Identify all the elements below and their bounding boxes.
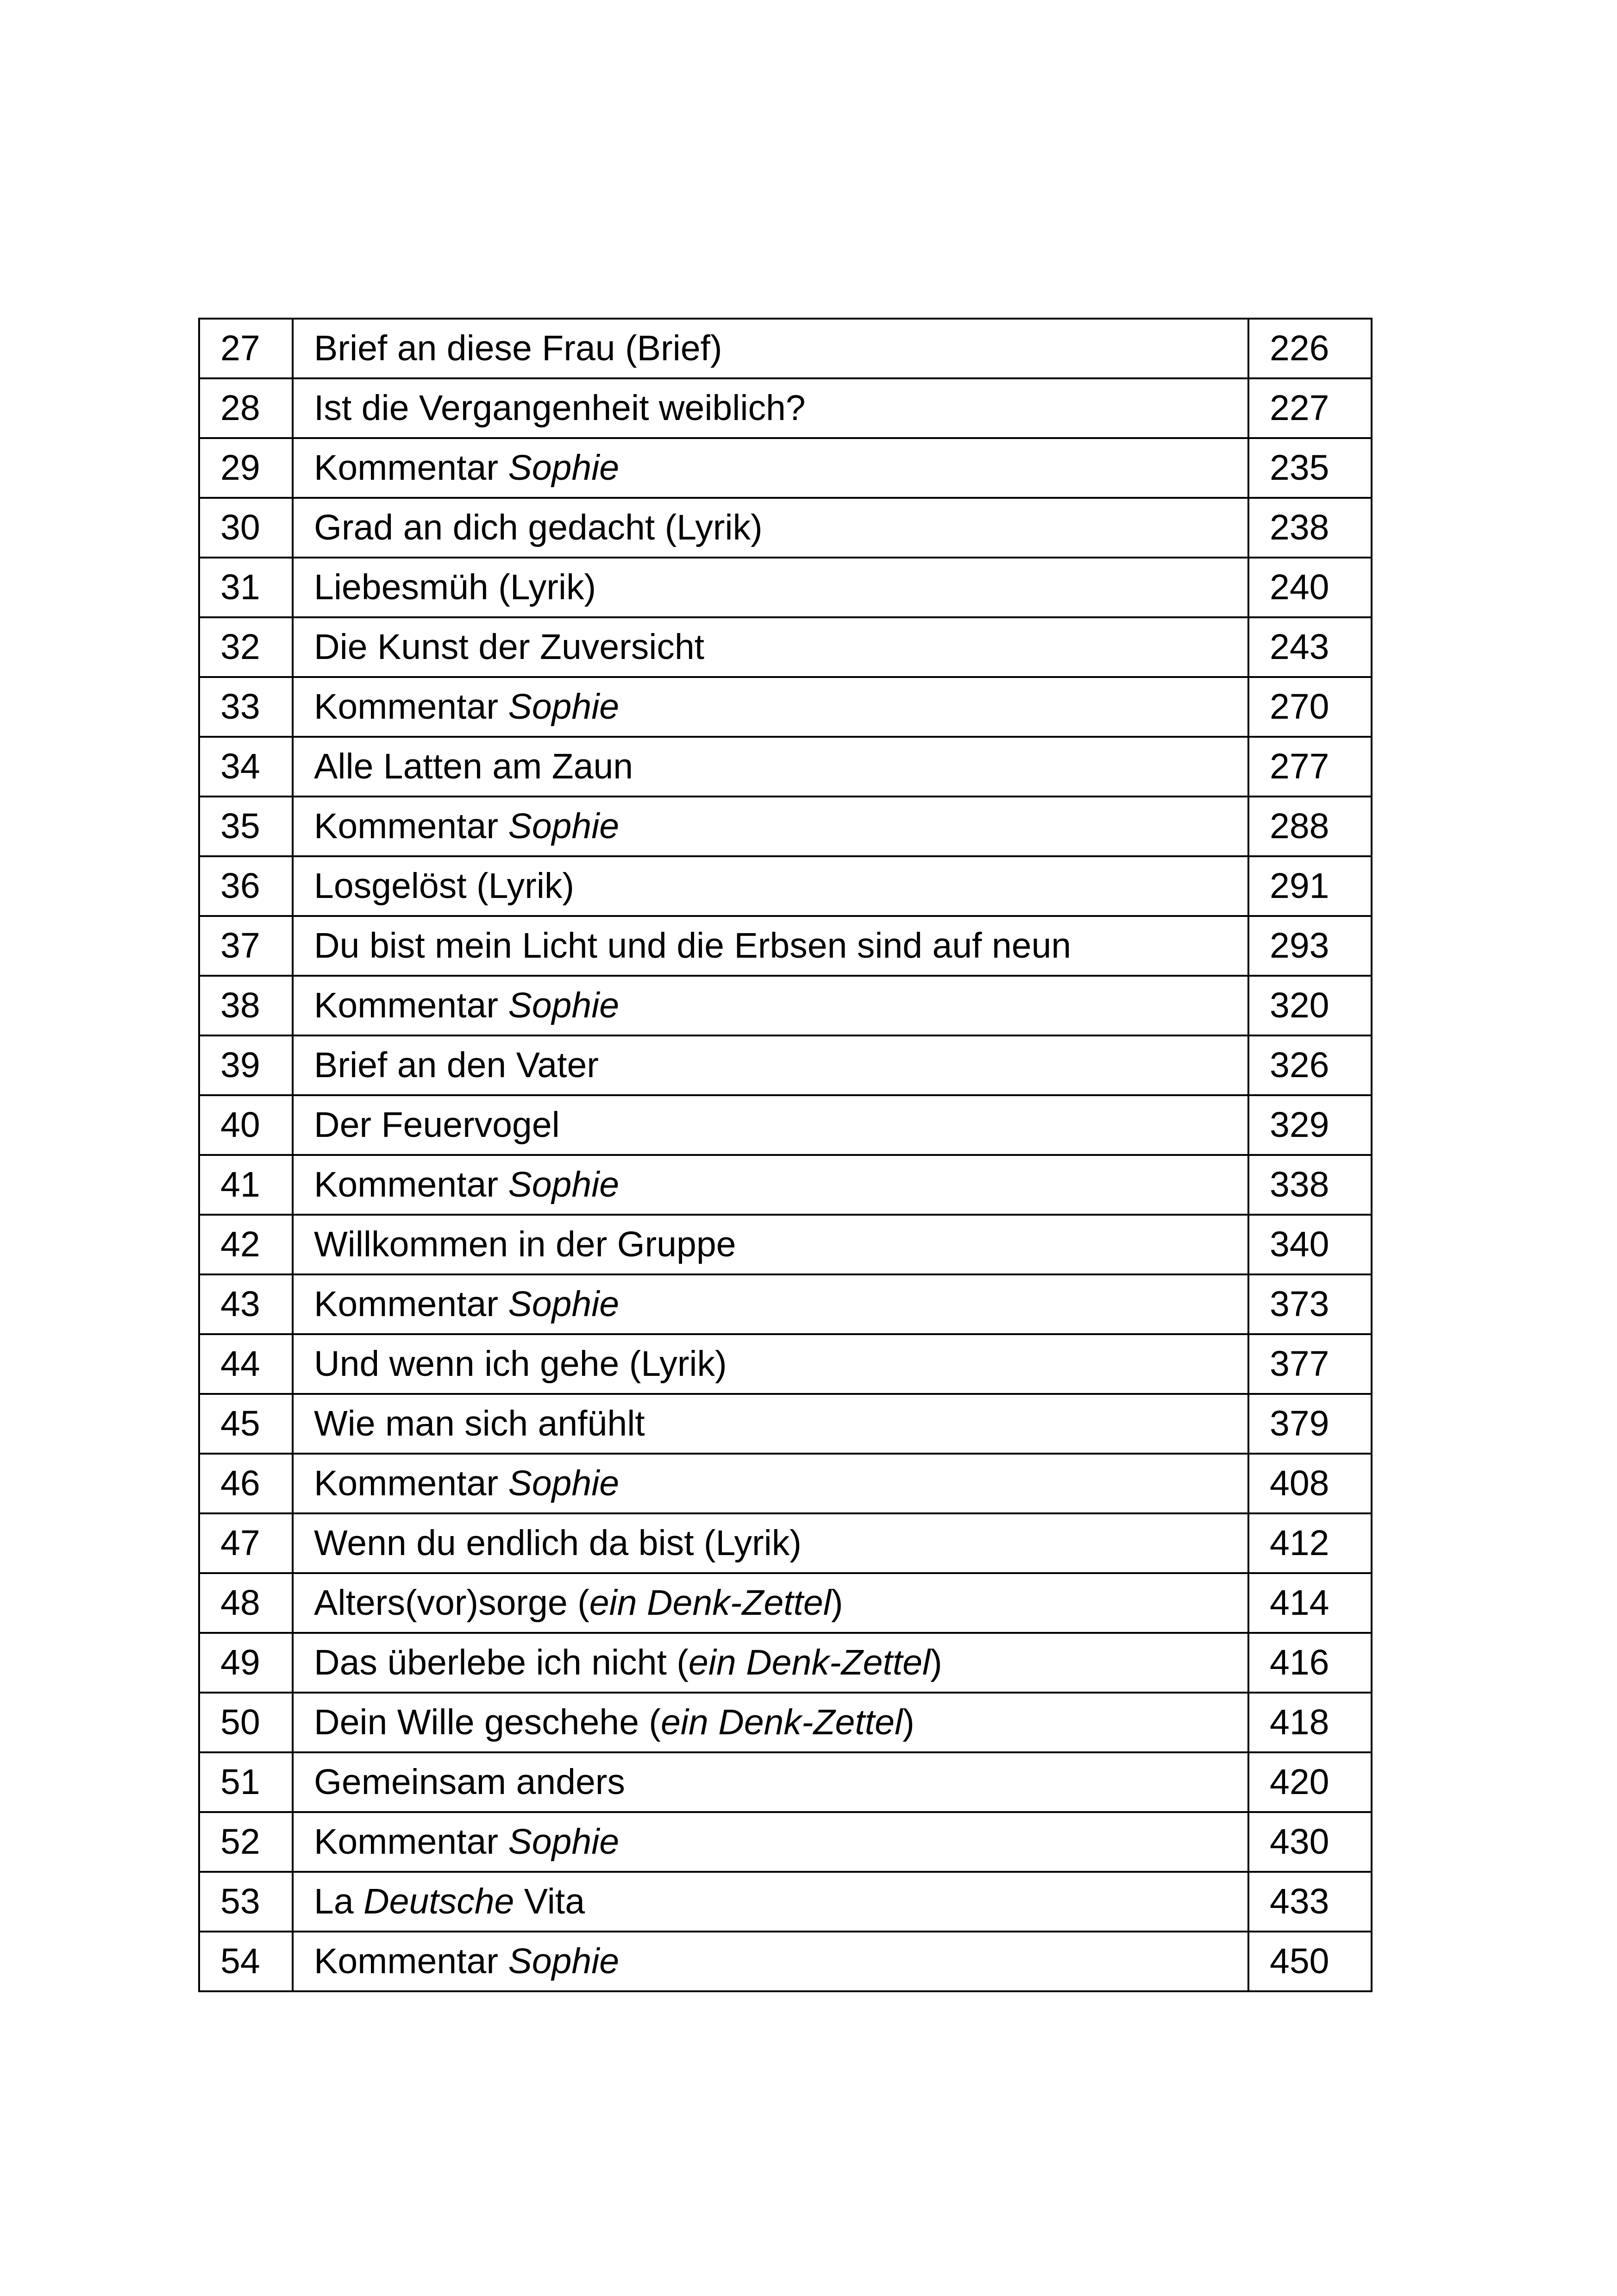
entry-number: 40 [199,1095,293,1155]
entry-page-number: 377 [1248,1334,1372,1394]
entry-number: 43 [199,1274,293,1334]
entry-page-number: 408 [1248,1454,1372,1513]
table-row [199,1812,1372,1872]
entry-title-text: Kommentar [314,806,508,846]
entry-page-number: 338 [1248,1155,1372,1215]
table-row [199,617,1372,677]
entry-title [293,617,1248,677]
table-row [199,976,1372,1035]
entry-title-emphasis: Sophie [508,1165,620,1204]
entry-title-text: Der Feuervogel [314,1105,560,1145]
entry-title-emphasis: ein Denk-Zettel [589,1583,831,1623]
entry-page-number: 238 [1248,498,1372,558]
entry-title [293,677,1248,737]
entry-title [293,737,1248,797]
entry-number: 37 [199,916,293,976]
entry-number: 29 [199,438,293,498]
table-row [199,1155,1372,1215]
entry-title-text: Ist die Vergangenheit weiblich? [314,388,806,428]
entry-title [293,1454,1248,1513]
entry-title-emphasis: Sophie [508,1941,620,1981]
entry-title [293,319,1248,378]
table-row [199,1932,1372,1991]
entry-title [293,1752,1248,1812]
entry-title-text: Liebesmüh (Lyrik) [314,567,596,607]
entry-page-number: 226 [1248,319,1372,378]
entry-title [293,498,1248,558]
entry-title-emphasis: Sophie [508,806,620,846]
entry-number: 45 [199,1394,293,1454]
entry-title-text: Brief an diese Frau (Brief) [314,328,722,368]
entry-page-number: 235 [1248,438,1372,498]
entry-title-emphasis: ein Denk-Zettel [660,1702,903,1742]
entry-number: 54 [199,1932,293,1991]
entry-title-text: Die Kunst der Zuversicht [314,627,705,667]
entry-number: 27 [199,319,293,378]
table-row [199,737,1372,797]
table-row [199,916,1372,976]
entry-title-text: Kommentar [314,1284,508,1324]
entry-number: 52 [199,1812,293,1872]
table-of-contents [198,318,1373,1992]
entry-title [293,558,1248,617]
entry-number: 53 [199,1872,293,1932]
entry-title-text: Grad an dich gedacht (Lyrik) [314,508,763,547]
entry-title-text: Kommentar [314,1822,508,1862]
entry-title [293,916,1248,976]
table-row [199,1095,1372,1155]
entry-number: 47 [199,1513,293,1573]
entry-number: 49 [199,1633,293,1693]
entry-number: 41 [199,1155,293,1215]
entry-title [293,797,1248,856]
entry-title-text: Wenn du endlich da bist (Lyrik) [314,1523,802,1563]
entry-title [293,1274,1248,1334]
entry-title-text: Brief an den Vater [314,1045,599,1085]
entry-number: 44 [199,1334,293,1394]
entry-title-text: Willkommen in der Gruppe [314,1224,736,1264]
table-row [199,797,1372,856]
table-row [199,1334,1372,1394]
table-row [199,378,1372,438]
entry-title [293,1872,1248,1932]
entry-page-number: 329 [1248,1095,1372,1155]
table-row [199,856,1372,916]
entry-title-emphasis: ein Denk-Zettel [688,1643,931,1682]
entry-title-text: Vita [514,1882,585,1921]
entry-title-text: Losgelöst (Lyrik) [314,866,575,906]
entry-page-number: 340 [1248,1215,1372,1274]
entry-page-number: 450 [1248,1932,1372,1991]
entry-title-text: Wie man sich anfühlt [314,1404,645,1443]
entry-page-number: 270 [1248,677,1372,737]
entry-number: 42 [199,1215,293,1274]
entry-title-emphasis: Sophie [508,985,620,1025]
entry-page-number: 240 [1248,558,1372,617]
table-row [199,1872,1372,1932]
entry-page-number: 412 [1248,1513,1372,1573]
entry-title [293,1394,1248,1454]
table-row [199,1752,1372,1812]
entry-title-text: La [314,1882,364,1921]
entry-title [293,1035,1248,1095]
entry-title-emphasis: Sophie [508,448,620,488]
entry-title [293,1932,1248,1991]
entry-number: 32 [199,617,293,677]
table-row [199,1274,1372,1334]
entry-title-emphasis: Deutsche [364,1882,514,1921]
table-row [199,1513,1372,1573]
entry-page-number: 430 [1248,1812,1372,1872]
entry-title-text: Kommentar [314,1463,508,1503]
entry-title-text: ) [930,1643,942,1682]
entry-title-text: Kommentar [314,448,508,488]
table-row [199,558,1372,617]
entry-title [293,378,1248,438]
table-row [199,1454,1372,1513]
entry-page-number: 291 [1248,856,1372,916]
entry-number: 30 [199,498,293,558]
entry-title [293,1812,1248,1872]
entry-page-number: 243 [1248,617,1372,677]
entry-title-text: Du bist mein Licht und die Erbsen sind auf neun [314,926,1072,966]
entry-title-emphasis: Sophie [508,1822,620,1862]
entry-page-number: 320 [1248,976,1372,1035]
entry-page-number: 416 [1248,1633,1372,1693]
entry-title [293,1215,1248,1274]
entry-page-number: 418 [1248,1693,1372,1752]
entry-title-text: Alle Latten am Zaun [314,747,633,786]
entry-title-text: Kommentar [314,985,508,1025]
table-row [199,498,1372,558]
toc-body [199,319,1372,1991]
entry-title [293,1693,1248,1752]
entry-title-text: Kommentar [314,1941,508,1981]
entry-title-text: Das überlebe ich nicht ( [314,1643,689,1682]
entry-page-number: 288 [1248,797,1372,856]
entry-title-text: ) [903,1702,915,1742]
entry-number: 46 [199,1454,293,1513]
table-row [199,1394,1372,1454]
entry-page-number: 433 [1248,1872,1372,1932]
entry-number: 28 [199,378,293,438]
entry-number: 35 [199,797,293,856]
entry-page-number: 420 [1248,1752,1372,1812]
entry-title [293,1334,1248,1394]
entry-title-emphasis: Sophie [508,1463,620,1503]
entry-title-text: Dein Wille geschehe ( [314,1702,661,1742]
entry-number: 51 [199,1752,293,1812]
entry-number: 34 [199,737,293,797]
entry-title-emphasis: Sophie [508,687,620,727]
entry-title [293,1633,1248,1693]
entry-title [293,856,1248,916]
table-row [199,319,1372,378]
entry-title-text: Kommentar [314,1165,508,1204]
entry-number: 36 [199,856,293,916]
entry-number: 38 [199,976,293,1035]
table-row [199,438,1372,498]
entry-title-text: Kommentar [314,687,508,727]
entry-page-number: 293 [1248,916,1372,976]
entry-title [293,1155,1248,1215]
entry-title [293,1095,1248,1155]
entry-number: 48 [199,1573,293,1633]
entry-title [293,1513,1248,1573]
entry-title-emphasis: Sophie [508,1284,620,1324]
entry-title-text: ) [831,1583,843,1623]
entry-page-number: 227 [1248,378,1372,438]
table-row [199,677,1372,737]
table-row [199,1573,1372,1633]
entry-page-number: 326 [1248,1035,1372,1095]
entry-title-text: Und wenn ich gehe (Lyrik) [314,1344,727,1384]
entry-number: 50 [199,1693,293,1752]
table-row [199,1035,1372,1095]
entry-number: 39 [199,1035,293,1095]
entry-number: 31 [199,558,293,617]
entry-title-text: Alters(vor)sorge ( [314,1583,589,1623]
table-row [199,1633,1372,1693]
entry-title-text: Gemeinsam anders [314,1762,625,1802]
entry-title [293,1573,1248,1633]
entry-page-number: 379 [1248,1394,1372,1454]
entry-page-number: 277 [1248,737,1372,797]
table-row [199,1693,1372,1752]
table-row [199,1215,1372,1274]
entry-title [293,976,1248,1035]
entry-page-number: 414 [1248,1573,1372,1633]
entry-title [293,438,1248,498]
entry-number: 33 [199,677,293,737]
entry-page-number: 373 [1248,1274,1372,1334]
